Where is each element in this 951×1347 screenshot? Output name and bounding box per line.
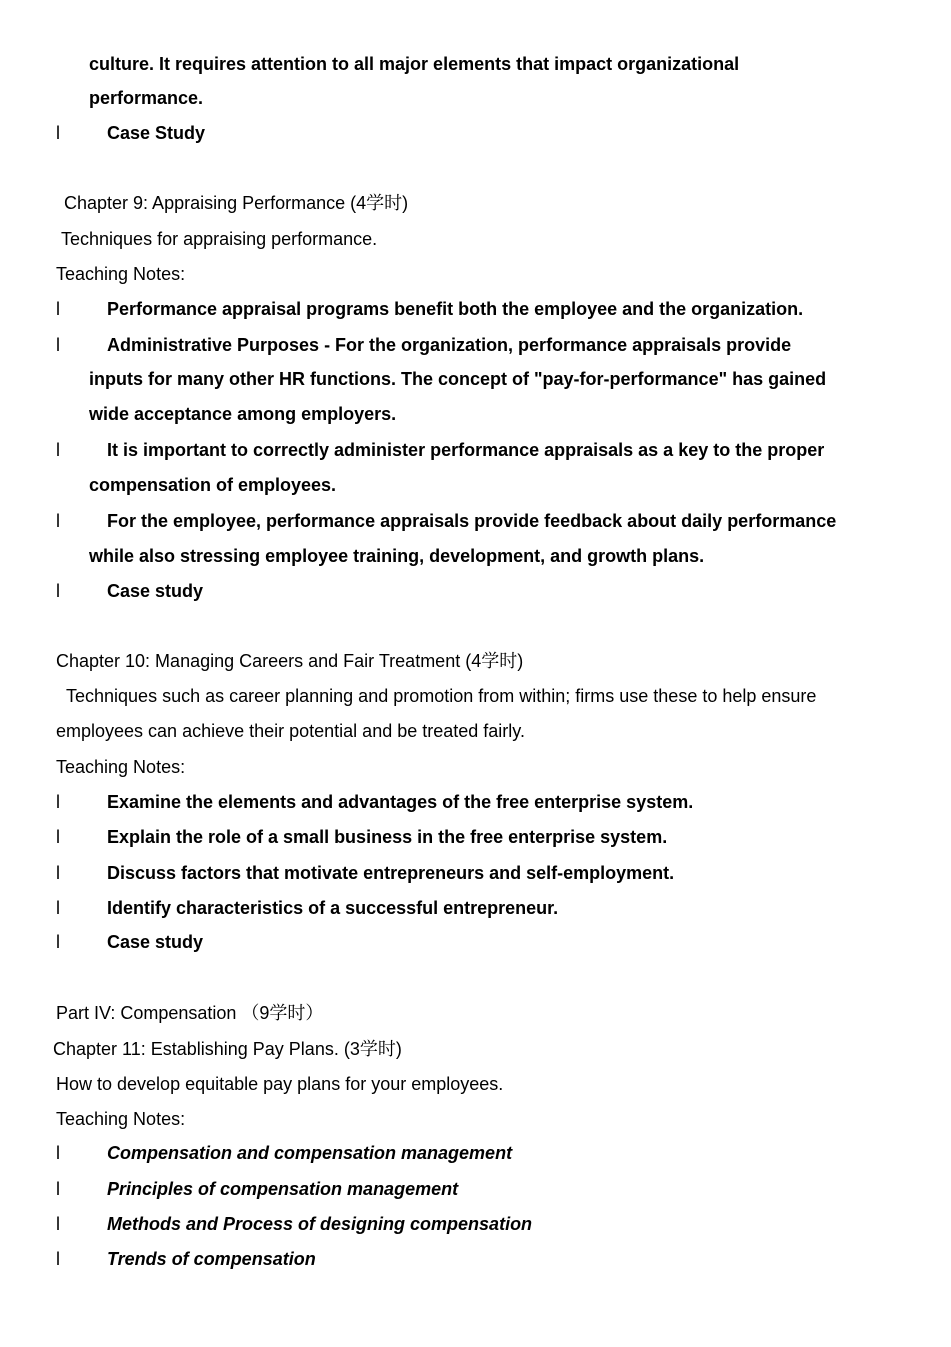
ch11-description: How to develop equitable pay plans for your employees. [56, 1074, 504, 1094]
ch9-bullet-4-line-1: For the employee, performance appraisals provide feedback about daily performance [107, 511, 837, 531]
bullet-marker: l [56, 863, 60, 883]
ch10-bullet-5: Case study [107, 932, 204, 952]
bullet-marker: l [56, 1143, 60, 1163]
bullet-marker: l [56, 1214, 60, 1234]
ch8-text-line-2: performance. [89, 88, 204, 108]
ch8-case-study: Case Study [107, 123, 206, 143]
bullet-marker: l [56, 792, 60, 812]
bullet-marker: l [56, 581, 60, 601]
ch9-bullet-2-line-1: Administrative Purposes - For the organization, performance appraisals provide [107, 335, 792, 355]
ch9-bullet-5: Case study [107, 581, 204, 601]
part4-heading: Part IV: Compensation （9学时） [56, 1003, 324, 1023]
bullet-marker: l [56, 1179, 60, 1199]
bullet-marker: l [56, 123, 60, 143]
ch11-notes-label: Teaching Notes: [56, 1109, 186, 1129]
ch10-heading: Chapter 10: Managing Careers and Fair Treatment (4学时) [56, 651, 524, 671]
ch9-bullet-3-line-1: It is important to correctly administer performance appraisals as a key to the proper [107, 440, 825, 460]
ch10-description-line-1: Techniques such as career planning and promotion from within; firms use these to help ensure [66, 686, 817, 706]
ch10-bullet-2: Explain the role of a small business in the free enterprise system. [107, 827, 668, 847]
ch9-bullet-2-line-2: inputs for many other HR functions. The concept of "pay-for-performance" has gained [89, 369, 827, 389]
bullet-marker: l [56, 1249, 60, 1269]
bullet-marker: l [56, 299, 60, 319]
ch10-bullet-3: Discuss factors that motivate entrepreneurs and self-employment. [107, 863, 675, 883]
ch9-bullet-2-line-3: wide acceptance among employers. [89, 404, 397, 424]
ch8-text-line-1: culture. It requires attention to all major elements that impact organizational [89, 54, 740, 74]
bullet-marker: l [56, 898, 60, 918]
ch11-bullet-3: Methods and Process of designing compensation [107, 1214, 533, 1234]
bullet-marker: l [56, 511, 60, 531]
ch10-notes-label: Teaching Notes: [56, 757, 186, 777]
ch9-bullet-1: Performance appraisal programs benefit both the employee and the organization. [107, 299, 804, 319]
ch10-bullet-4: Identify characteristics of a successful entrepreneur. [107, 898, 559, 918]
bullet-marker: l [56, 932, 60, 952]
bullet-marker: l [56, 335, 60, 355]
ch9-heading: Chapter 9: Appraising Performance (4学时) [64, 193, 409, 213]
ch11-bullet-1: Compensation and compensation management [107, 1143, 513, 1163]
ch10-description-line-2: employees can achieve their potential and be treated fairly. [56, 721, 525, 741]
ch9-bullet-4-line-2: while also stressing employee training, development, and growth plans. [89, 546, 705, 566]
ch11-bullet-2: Principles of compensation management [107, 1179, 459, 1199]
ch10-bullet-1: Examine the elements and advantages of the free enterprise system. [107, 792, 694, 812]
ch9-description: Techniques for appraising performance. [61, 229, 378, 249]
ch9-bullet-3-line-2: compensation of employees. [89, 475, 337, 495]
ch11-heading: Chapter 11: Establishing Pay Plans. (3学时) [53, 1039, 402, 1059]
ch9-notes-label: Teaching Notes: [56, 264, 186, 284]
bullet-marker: l [56, 440, 60, 460]
bullet-marker: l [56, 827, 60, 847]
ch11-bullet-4: Trends of compensation [107, 1249, 316, 1269]
